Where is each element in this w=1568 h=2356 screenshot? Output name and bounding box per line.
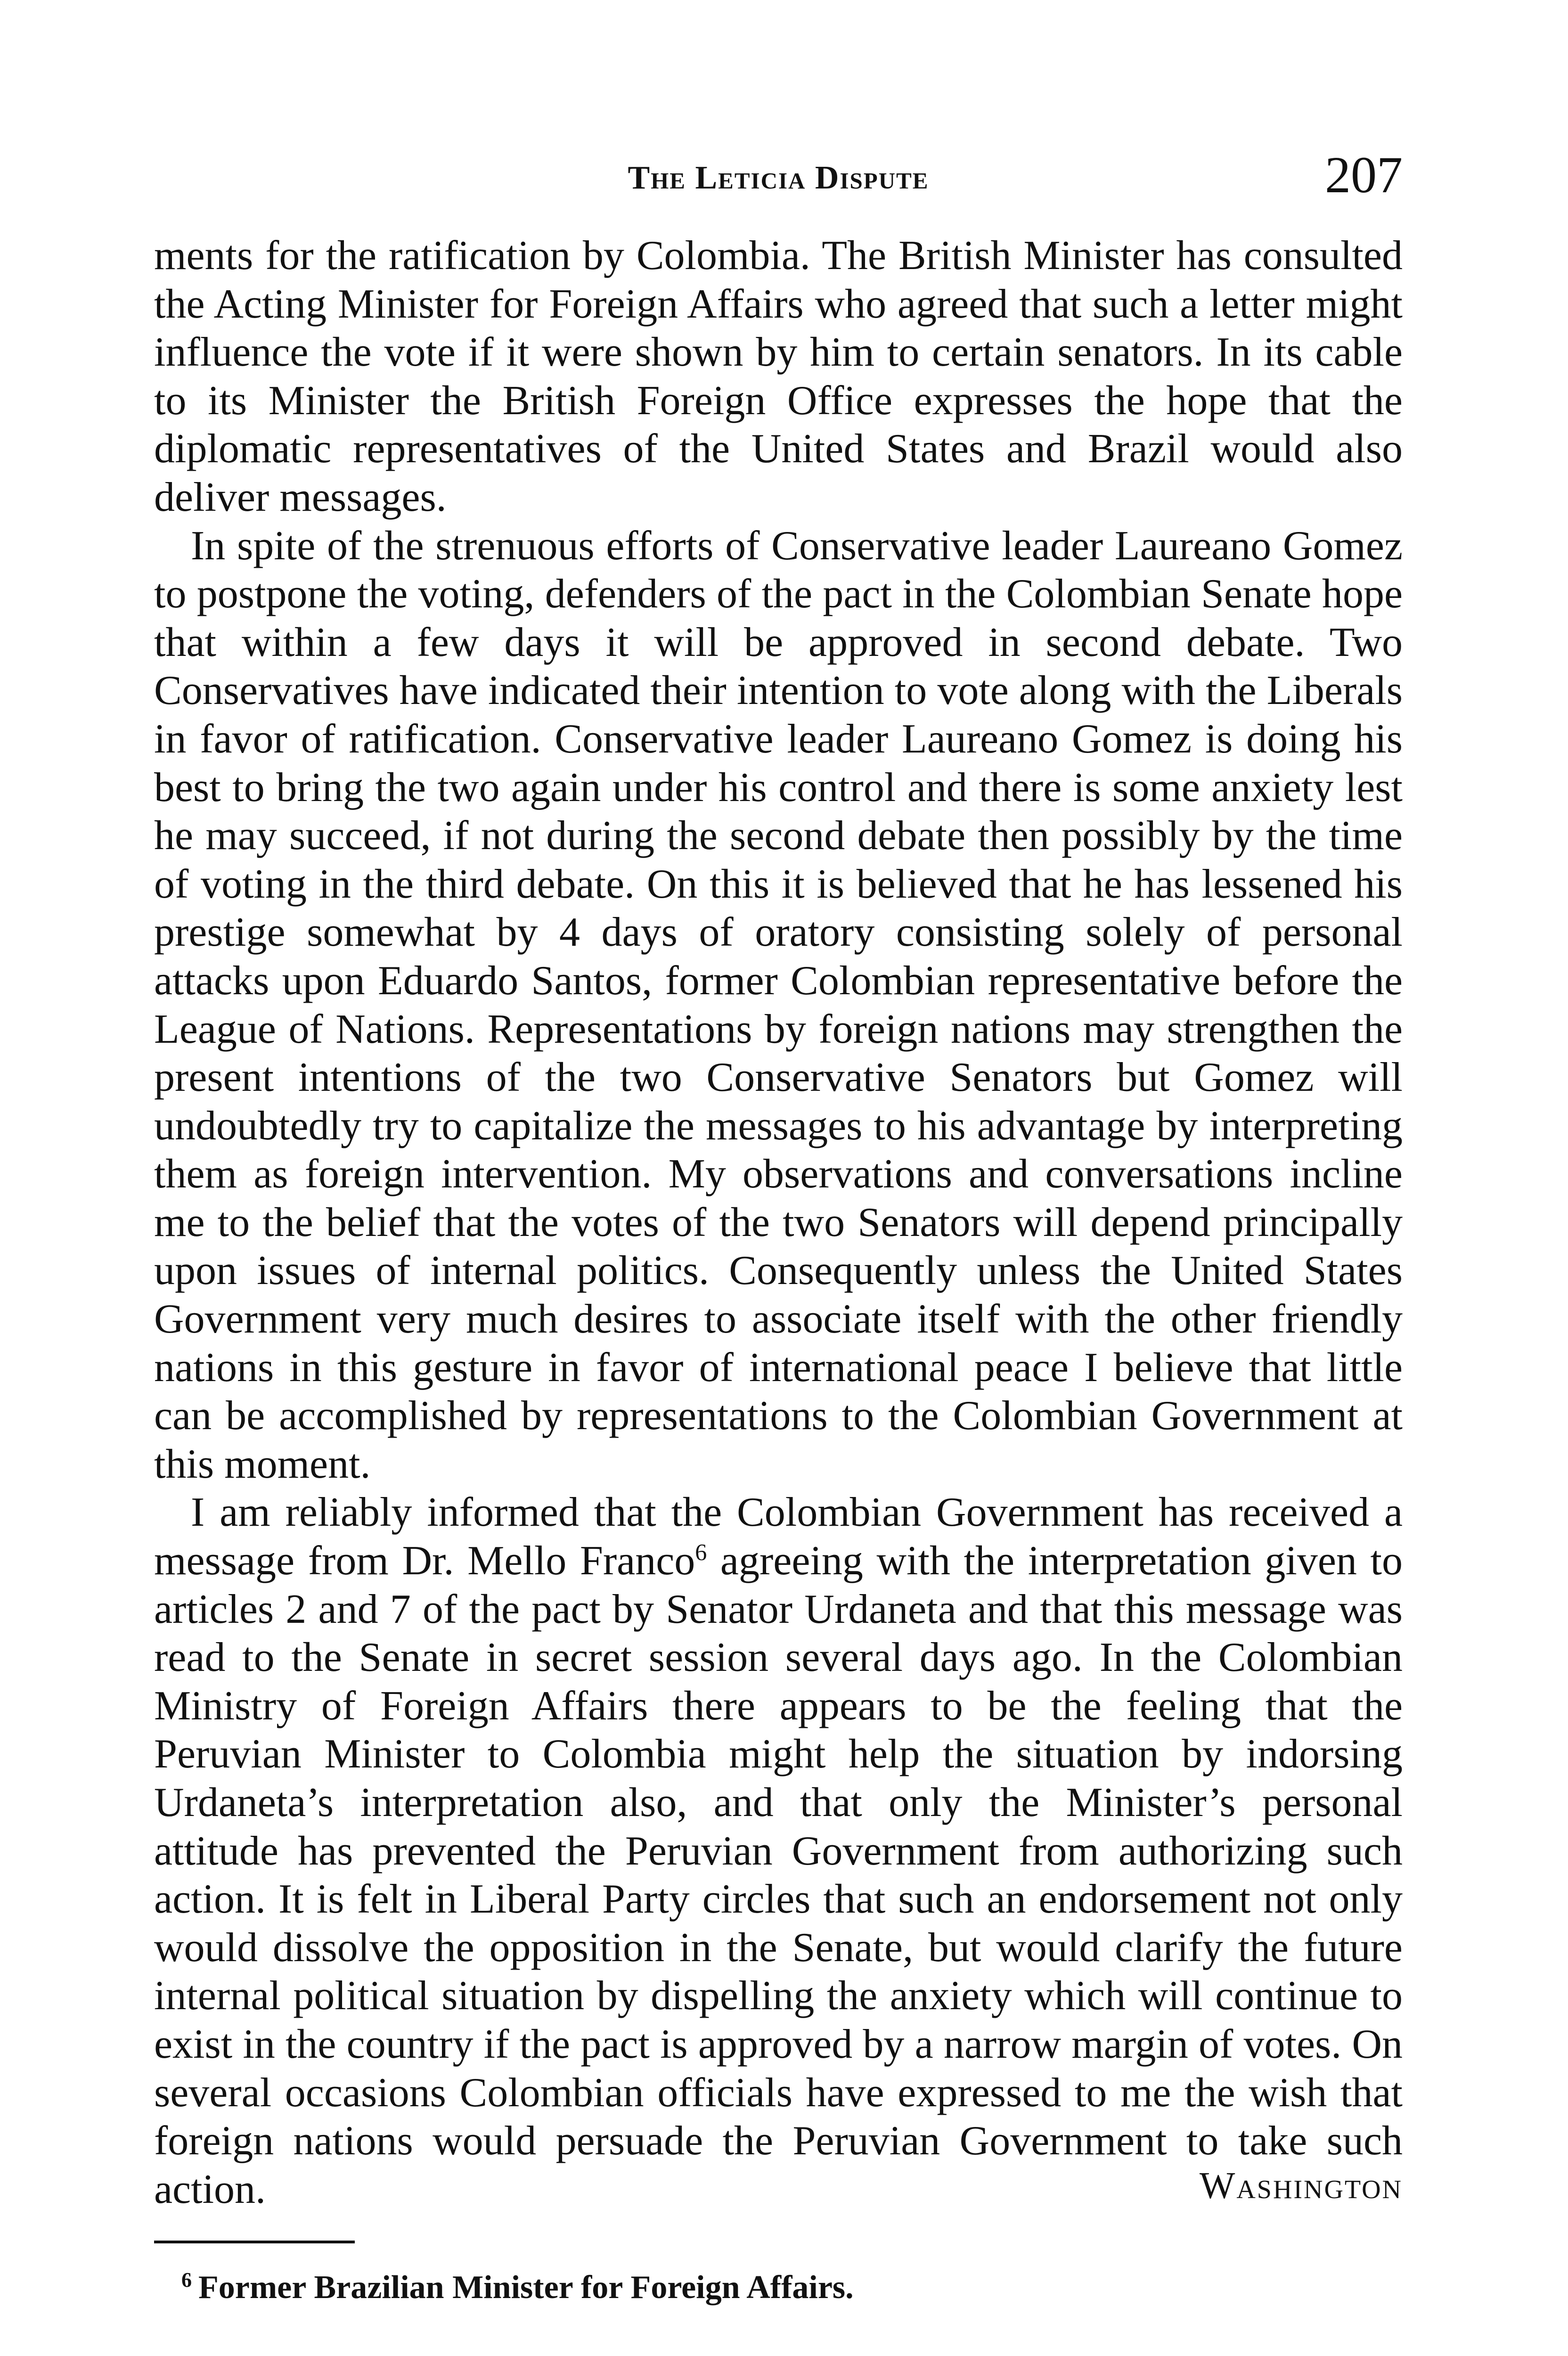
signature: Washington [1199, 2165, 1403, 2207]
running-title: The Leticia Dispute [628, 160, 929, 196]
footnote [181, 2266, 1312, 2309]
paragraph-3 [154, 1489, 1403, 2214]
footnote-reference[interactable]: 6 [695, 1538, 707, 1565]
page-number: 207 [1325, 146, 1403, 204]
running-head [154, 141, 1403, 207]
paragraph-3-text-before-ref: I am reliably informed that the Colombian Government has received a message from Dr. Mello Franco [154, 1489, 1403, 1584]
paragraph-2: In spite of the strenuous efforts of Conservative leader Laureano Gomez to postpone the voting, defenders of the pact in the Colombian Senate hope that within a few days it will be approved in second debate. Two Conservatives have indicated their intention to vote along with the Liberals in favor of ratification. Conservative leader Laureano Gomez is doing his best to bring the two again under his control and there is some anxiety lest he may succeed, if not during the second debate then possibly by the time of voting in the third debate. On this it is believed that he has lessened his prestige somewhat by 4 days of oratory consisting solely of personal attacks upon Eduardo Santos, former Colombian representative before the League of Nations. Representations by foreign nations may strengthen the present intentions of the two Conservative Senators but Gomez will undoubtedly try to capitalize the messages to his advantage by interpreting them as foreign intervention. My observations and conversations incline me to the belief that the votes of the two Senators will depend principally upon issues of internal politics. Consequently unless the United States Government very much desires to associate itself with the other friendly nations in this gesture in favor of international peace I believe that little can be accomplished by representations to the Colombian Government at this moment. [154, 523, 1403, 1487]
footnote-mark: 6 [181, 2268, 192, 2291]
footnote-text: Former Brazilian Minister for Foreign Affairs. [198, 2269, 854, 2306]
footnote-divider [154, 2241, 355, 2243]
paragraph-1: ments for the ratification by Colombia. The British Minister has consulted the Acting Minister for Foreign Affairs who agreed that such a letter might influence the vote if it were shown by him to certain senators. In its cable to its Minister the British Foreign Office expresses the hope that the diplomatic representatives of the United States and Brazil would also deliver messages. [154, 233, 1403, 520]
paragraph-3-text-after-ref: agreeing with the interpretation given to articles 2 and 7 of the pact by Senator Urdaneta and that this message was read to the Senate in secret session several days ago. In the Colombian Ministry of Foreign Affairs there appears to be the feeling that the Peruvian Minister to Colombia might help the situation by indorsing Urdaneta’s interpretation also, and that only the Minister’s personal attitude has prevented the Peruvian Government from authorizing such action. It is felt in Liberal Party circles that such an endorsement not only would dissolve the opposition in the Senate, but would clarify the future internal political situation by dispelling the anxiety which will continue to exist in the country if the pact is approved by a narrow margin of votes. On several occasions Colombian officials have expressed to me the wish that foreign nations would persuade the Peruvian Government to take such action. [154, 1538, 1403, 2212]
body-text [154, 232, 1403, 2214]
